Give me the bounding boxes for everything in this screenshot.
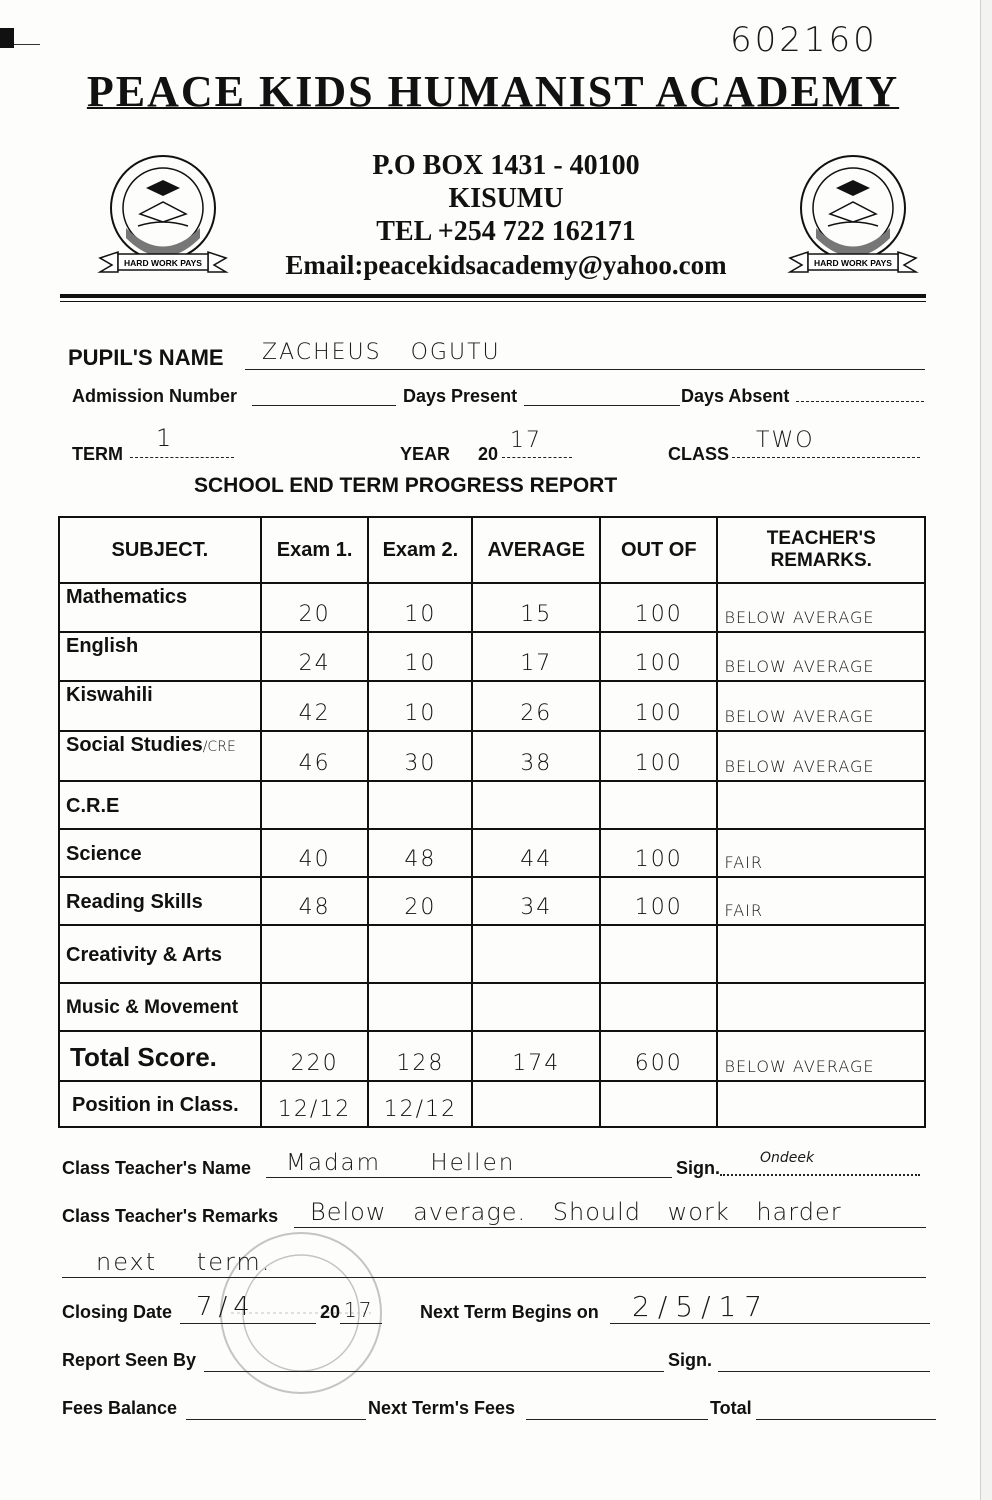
average-cell: 44 (472, 829, 600, 877)
exam1-cell (261, 781, 369, 829)
subject-cell: Creativity & Arts (59, 925, 261, 983)
exam2-cell: 30 (368, 731, 472, 781)
closing-date-label: Closing Date (62, 1302, 173, 1322)
next-fees-label: Next Term's Fees (368, 1398, 516, 1418)
teacher-name-line (266, 1176, 672, 1178)
total-exam1-cell: 220 (261, 1031, 369, 1081)
school-email: Email:peacekidsacademy@yahoo.com (285, 250, 727, 280)
days-present-line (524, 404, 680, 406)
closing-date-line (180, 1322, 316, 1324)
remarks-cell: BELOW AVERAGE (717, 632, 925, 681)
average-cell: 26 (472, 681, 600, 731)
school-name: PEACE KIDS HUMANIST ACADEMY (86, 67, 900, 116)
remarks-cell: FAIR (717, 877, 925, 925)
sign2-label: Sign. (668, 1350, 712, 1370)
school-crest-left (88, 150, 238, 280)
average-cell: 34 (472, 877, 600, 925)
out-of-cell: 100 (600, 583, 717, 632)
total-fees-label: Total (710, 1398, 752, 1418)
table-header-row (59, 517, 925, 583)
class-value: TWO (756, 428, 815, 453)
teacher-remarks-label: Class Teacher's Remarks (62, 1206, 279, 1226)
closing-year-prefix: 20 (320, 1302, 341, 1322)
table-row (59, 829, 925, 877)
teacher-name-label: Class Teacher's Name (62, 1158, 252, 1178)
table-row (59, 681, 925, 731)
report-seen-line (204, 1370, 664, 1372)
exam1-cell: 40 (261, 829, 369, 877)
average-cell (472, 781, 600, 829)
crest-motto-left: HARD WORK PAYS (124, 258, 202, 268)
out-of-cell: 100 (600, 877, 717, 925)
out-of-cell (600, 781, 717, 829)
year-value: 17 (510, 428, 542, 453)
next-fees-line (526, 1418, 708, 1420)
exam2-cell: 10 (368, 681, 472, 731)
remarks-cell (717, 781, 925, 829)
subject-cell: Science (59, 829, 261, 877)
out-of-cell (600, 925, 717, 983)
out-of-cell (600, 983, 717, 1031)
average-cell (472, 925, 600, 983)
sign-label: Sign. (676, 1158, 720, 1178)
teacher-remarks-text2: next term. (96, 1248, 272, 1276)
average-cell (472, 983, 600, 1031)
class-line (732, 456, 920, 458)
term-value: 1 (156, 424, 174, 452)
position-row (59, 1081, 925, 1127)
out-of-cell: 100 (600, 632, 717, 681)
subject-cell: English (59, 632, 261, 681)
position-remarks-cell (717, 1081, 925, 1127)
out-of-cell: 100 (600, 731, 717, 781)
exam1-cell: 24 (261, 632, 369, 681)
table-row (59, 925, 925, 983)
left-margin-mark (0, 28, 14, 48)
subject-cell: Mathematics (59, 583, 261, 632)
total-fees-line (756, 1418, 936, 1420)
days-present-label: Days Present (403, 386, 518, 406)
closing-date-value: 7/4 (196, 1292, 256, 1322)
position-out-of-cell (600, 1081, 717, 1127)
header-remarks: TEACHER'S REMARKS. (717, 517, 925, 583)
remarks-cell: BELOW AVERAGE (717, 583, 925, 632)
exam2-cell: 48 (368, 829, 472, 877)
total-average-cell: 174 (472, 1031, 600, 1081)
school-telephone: TEL +254 722 162171 (376, 216, 636, 247)
subject-cell: Kiswahili (59, 681, 261, 731)
next-term-value: 2/5/17 (632, 1290, 771, 1323)
term-line (130, 456, 234, 458)
position-exam2-cell: 12/12 (368, 1081, 472, 1127)
remarks-cell (717, 925, 925, 983)
exam2-cell (368, 781, 472, 829)
report-seen-label: Report Seen By (62, 1350, 197, 1370)
closing-year-value: 17 (344, 1298, 374, 1322)
right-page-edge (980, 0, 981, 1500)
exam1-cell: 46 (261, 731, 369, 781)
total-score-row (59, 1031, 925, 1081)
year-label: YEAR (400, 444, 451, 464)
reference-number: 602160 (730, 20, 878, 60)
table-row (59, 781, 925, 829)
year-line (502, 456, 572, 458)
subject-note: /CRE (202, 739, 236, 755)
admission-number-label: Admission Number (72, 386, 238, 406)
average-cell: 38 (472, 731, 600, 781)
crest-motto-right: HARD WORK PAYS (814, 258, 892, 268)
subject-name: Social Studies (66, 734, 203, 756)
remarks-cell: BELOW AVERAGE (717, 731, 925, 781)
exam2-cell (368, 925, 472, 983)
total-exam2-cell: 128 (368, 1031, 472, 1081)
table-row (59, 632, 925, 681)
remarks-cell: BELOW AVERAGE (717, 681, 925, 731)
exam2-cell (368, 983, 472, 1031)
header-divider (60, 294, 926, 302)
exam1-cell (261, 925, 369, 983)
exam1-cell (261, 983, 369, 1031)
next-term-label: Next Term Begins on (420, 1302, 599, 1322)
out-of-cell: 100 (600, 829, 717, 877)
exam2-cell: 10 (368, 632, 472, 681)
top-edge-line (14, 44, 40, 45)
year-prefix: 20 (478, 444, 499, 464)
header-average: AVERAGE (472, 517, 600, 583)
exam1-cell: 20 (261, 583, 369, 632)
out-of-cell: 100 (600, 681, 717, 731)
average-cell: 17 (472, 632, 600, 681)
subject-cell: Music & Movement (59, 983, 261, 1031)
position-average-cell (472, 1081, 600, 1127)
school-crest-right (778, 150, 928, 280)
sign2-line (718, 1370, 930, 1372)
total-remarks-cell: BELOW AVERAGE (717, 1031, 925, 1081)
teacher-remarks-text1: Below average. Should work harder (310, 1198, 842, 1226)
total-out-of-cell: 600 (600, 1031, 717, 1081)
header-exam2: Exam 2. (368, 517, 472, 583)
position-label: Position in Class. (59, 1081, 261, 1127)
remarks-cell: FAIR (717, 829, 925, 877)
pupil-name-line (245, 368, 925, 370)
subject-cell (59, 731, 261, 781)
days-absent-line (796, 400, 924, 402)
sign-value: Ondeek (760, 1150, 815, 1166)
remarks-cell (717, 983, 925, 1031)
school-address-line1: P.O BOX 1431 - 40100 (372, 150, 640, 181)
header-out-of: OUT OF (600, 517, 717, 583)
total-score-label: Total Score. (59, 1031, 261, 1081)
exam2-cell: 20 (368, 877, 472, 925)
exam1-cell: 48 (261, 877, 369, 925)
table-row (59, 983, 925, 1031)
table-row (59, 583, 925, 632)
fees-balance-label: Fees Balance (62, 1398, 178, 1418)
average-cell: 15 (472, 583, 600, 632)
pupil-name-label: PUPIL'S NAME (68, 345, 224, 370)
subject-cell: C.R.E (59, 781, 261, 829)
results-table (58, 516, 926, 1128)
days-absent-label: Days Absent (681, 386, 790, 406)
class-label: CLASS (668, 444, 730, 464)
teacher-name-value: Madam Hellen (286, 1150, 516, 1176)
admission-number-line (252, 404, 396, 406)
subject-cell: Reading Skills (59, 877, 261, 925)
fees-balance-line (186, 1418, 366, 1420)
sign-line (720, 1174, 920, 1176)
school-address-line2: KISUMU (448, 183, 564, 214)
header-subject: SUBJECT. (59, 517, 261, 583)
exam1-cell: 42 (261, 681, 369, 731)
exam2-cell: 10 (368, 583, 472, 632)
pupil-name-value: ZACHEUS OGUTU (262, 340, 501, 365)
table-row (59, 731, 925, 781)
position-exam1-cell: 12/12 (261, 1081, 369, 1127)
term-label: TERM (72, 444, 123, 464)
table-row (59, 877, 925, 925)
closing-year-line (340, 1322, 382, 1324)
teacher-remarks-line1 (294, 1226, 926, 1228)
teacher-remarks-line2 (62, 1276, 926, 1278)
report-title: SCHOOL END TERM PROGRESS REPORT (194, 474, 618, 497)
header-exam1: Exam 1. (261, 517, 369, 583)
